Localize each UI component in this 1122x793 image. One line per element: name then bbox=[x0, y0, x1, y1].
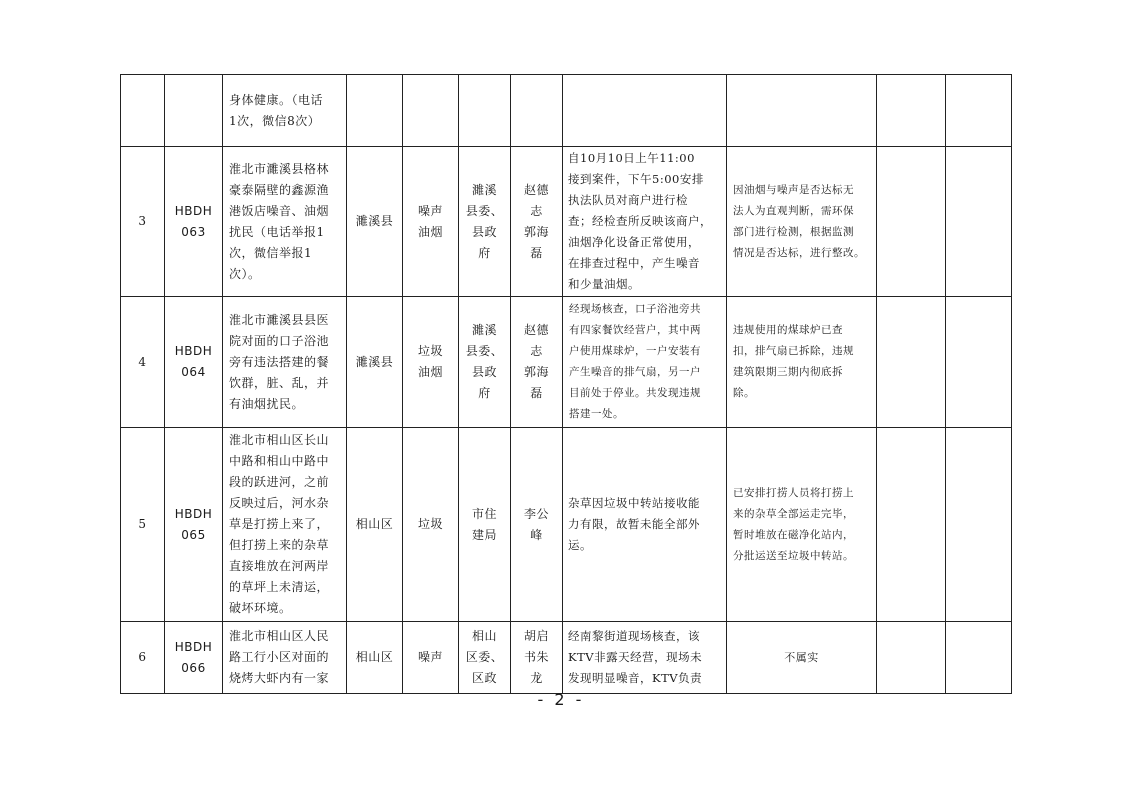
investigation-cell bbox=[563, 622, 727, 694]
table-row bbox=[121, 147, 1012, 297]
investigation-cell bbox=[563, 75, 727, 147]
content-cell bbox=[223, 297, 347, 428]
seq-cell bbox=[121, 75, 165, 147]
content-text: 淮北市濉溪县县医 院对面的口子浴池 旁有违法搭建的餐 饮群，脏、乱，并 有油烟扰民。 bbox=[229, 312, 330, 411]
extra-cell bbox=[877, 75, 946, 147]
table-row bbox=[121, 297, 1012, 428]
type-cell: 垃圾 bbox=[403, 428, 459, 622]
investigation-text: 经南黎街道现场核查，该 KTV非露天经营，现场未 发现明显噪音，KTV负责 bbox=[568, 629, 703, 685]
seq-cell: 6 bbox=[121, 622, 165, 694]
extra-cell bbox=[877, 622, 946, 694]
rectification-text: 因油烟与噪声是否达标无 法人为直观判断，需环保 部门进行检测，根据监测 情况是否达标，进行整改。 bbox=[733, 183, 865, 259]
content-cell bbox=[223, 75, 347, 147]
rectification-cell bbox=[727, 297, 877, 428]
extra-cell bbox=[946, 297, 1012, 428]
seq-cell: 3 bbox=[121, 147, 165, 297]
complaint-table bbox=[120, 74, 1012, 694]
content-cell bbox=[223, 428, 347, 622]
table-row bbox=[121, 75, 1012, 147]
investigation-text: 杂草因垃圾中转站接收能 力有限，故暂未能全部外 运。 bbox=[568, 496, 700, 552]
type-cell: 噪声 bbox=[403, 622, 459, 694]
investigation-text bbox=[563, 109, 726, 113]
code-cell bbox=[165, 75, 223, 147]
investigation-cell bbox=[563, 297, 727, 428]
table-row bbox=[121, 622, 1012, 694]
district-cell: 相山区 bbox=[347, 428, 403, 622]
content-cell bbox=[223, 622, 347, 694]
rectification-cell: 不属实 bbox=[727, 622, 877, 694]
type-cell: 噪声 油烟 bbox=[403, 147, 459, 297]
investigation-text: 经现场核查，口子浴池旁共 有四家餐饮经营户，其中两 户使用煤球炉，一户安装有 产生噪音的排气扇，另一户 目前处于停业。共发现违规 搭建一处。 bbox=[569, 303, 701, 420]
type-cell: 垃圾 油烟 bbox=[403, 297, 459, 428]
investigation-cell bbox=[563, 147, 727, 297]
rectification-cell bbox=[727, 147, 877, 297]
investigation-cell bbox=[563, 428, 727, 622]
page-number: - 2 - bbox=[537, 690, 585, 709]
unit-cell bbox=[459, 75, 511, 147]
leader-cell: 赵德 志 郭海 磊 bbox=[511, 297, 563, 428]
unit-cell: 濉溪 县委、 县政 府 bbox=[459, 147, 511, 297]
rectification-text: 已安排打捞人员将打捞上 来的杂草全部运走完毕， 暂时堆放在磁净化站内， 分批运送至垃圾中转站。 bbox=[733, 486, 854, 562]
leader-cell: 赵德 志 郭海 磊 bbox=[511, 147, 563, 297]
investigation-text: 自10月10日上午11:00 接到案件，下午5:00安排 执法队员对商户进行检 查；经检查所反映该商户， 油烟净化设备正常使用， 在排查过程中，产生噪音 和少量油烟。 bbox=[568, 151, 712, 291]
extra-cell bbox=[946, 147, 1012, 297]
rectification-cell bbox=[727, 75, 877, 147]
extra-cell bbox=[877, 147, 946, 297]
district-cell: 濉溪县 bbox=[347, 297, 403, 428]
extra-cell bbox=[946, 622, 1012, 694]
seq-cell: 5 bbox=[121, 428, 165, 622]
extra-cell bbox=[877, 428, 946, 622]
leader-cell: 胡启 书朱 龙 bbox=[511, 622, 563, 694]
leader-cell bbox=[511, 75, 563, 147]
type-cell bbox=[403, 75, 459, 147]
district-cell bbox=[347, 75, 403, 147]
content-text: 淮北市濉溪县格林 豪泰隔壁的鑫源渔 港饭店噪音、油烟 扰民（电话举报1 次，微信举报1 次）。 bbox=[229, 161, 330, 281]
content-text: 淮北市相山区长山 中路和相山中路中 段的跃进河，之前 反映过后，河水杂 草是打捞上来了， 但打捞上来的杂草 直接堆放在河两岸 的草坪上未清运， 破坏环境。 bbox=[229, 433, 330, 615]
unit-cell: 市住 建局 bbox=[459, 428, 511, 622]
rectification-text bbox=[727, 109, 876, 113]
content-cell bbox=[223, 147, 347, 297]
code-cell: HBDH 064 bbox=[165, 297, 223, 428]
content-text: 身体健康。（电话 1次，微信8次） bbox=[229, 92, 324, 128]
code-cell: HBDH 063 bbox=[165, 147, 223, 297]
content-text: 淮北市相山区人民 路工行小区对面的 烧烤大虾内有一家 bbox=[229, 629, 330, 685]
table-row bbox=[121, 428, 1012, 622]
district-cell: 濉溪县 bbox=[347, 147, 403, 297]
unit-cell: 濉溪 县委、 县政 府 bbox=[459, 297, 511, 428]
rectification-cell bbox=[727, 428, 877, 622]
leader-cell: 李公 峰 bbox=[511, 428, 563, 622]
extra-cell bbox=[946, 428, 1012, 622]
rectification-text: 违规使用的煤球炉已查 扣，排气扇已拆除，违规 建筑限期三期内彻底拆 除。 bbox=[733, 324, 854, 399]
unit-cell: 相山 区委、 区政 bbox=[459, 622, 511, 694]
extra-cell bbox=[946, 75, 1012, 147]
seq-cell: 4 bbox=[121, 297, 165, 428]
district-cell: 相山区 bbox=[347, 622, 403, 694]
extra-cell bbox=[877, 297, 946, 428]
code-cell: HBDH 066 bbox=[165, 622, 223, 694]
code-cell: HBDH 065 bbox=[165, 428, 223, 622]
